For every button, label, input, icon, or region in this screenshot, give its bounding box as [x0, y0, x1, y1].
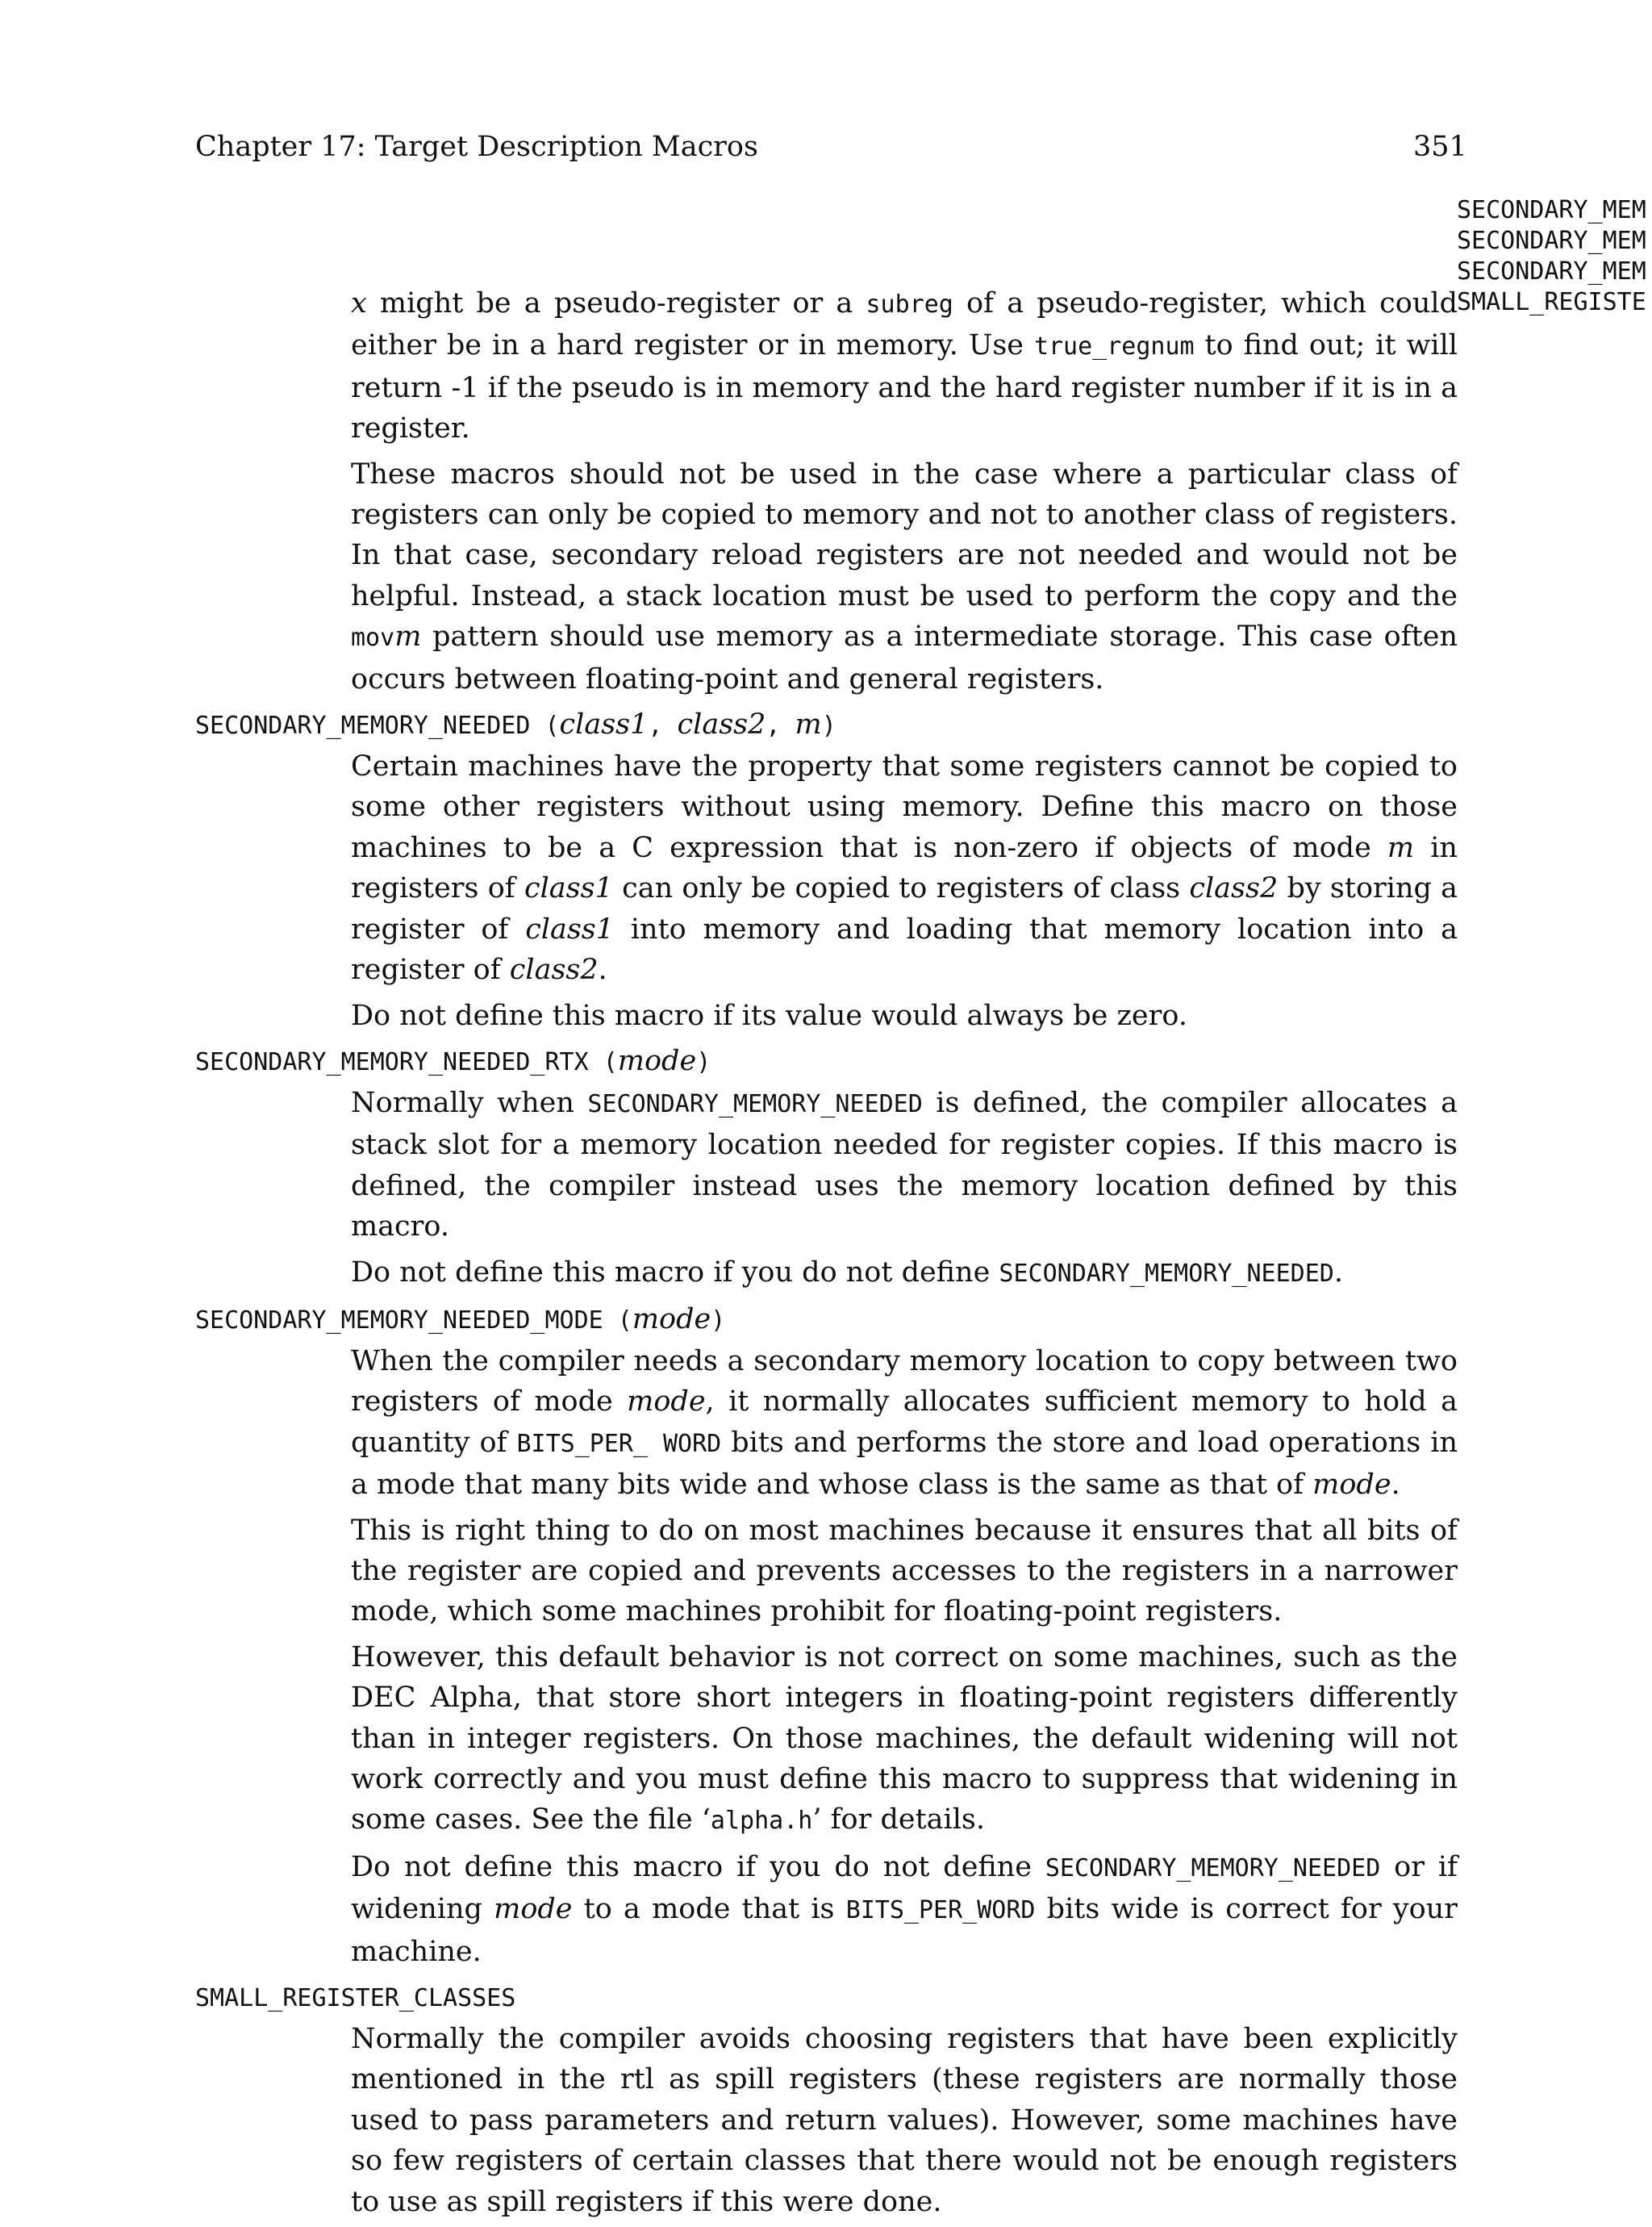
code-text: )	[696, 1047, 711, 1076]
text-run: or if widening	[351, 1850, 1458, 1926]
text-run: However, this default behavior is not correct on some machines, such as the DEC Alpha, that store short integers in floating-point registers differently than in integer registers. On those machines, the default widening will not work correctly and you must define this macro to suppress that widening in some cases. See the file ‘	[351, 1640, 1458, 1836]
italic-text: class2	[1189, 872, 1279, 905]
text-run: When the compiler needs a secondary memory location to copy between two registers of mode	[351, 1344, 1458, 1419]
text-run: Do not define this macro if its value would always be zero.	[351, 999, 1187, 1032]
code-text: )	[821, 712, 836, 741]
italic-text: mode	[494, 1893, 573, 1926]
italic-text: class1	[559, 708, 649, 742]
definition-entry	[195, 704, 1458, 1036]
definition-paragraph	[351, 1252, 1458, 1294]
text-run: bits wide is correct for your machine.	[351, 1893, 1458, 1968]
margin-index-item: SMALL_REGISTE	[1457, 288, 1646, 316]
intro-paragraph	[351, 283, 1458, 449]
text-run: to a mode that is	[572, 1893, 846, 1926]
text-run: by storing a register of	[351, 872, 1458, 946]
italic-text: class1	[525, 913, 615, 946]
definition-entry	[195, 1041, 1458, 1294]
text-run: .	[1333, 1256, 1343, 1289]
code-text: alpha.h	[710, 1807, 813, 1836]
definition-term	[195, 1977, 1458, 2019]
code-text: mov	[351, 624, 395, 653]
italic-text: mode	[617, 1044, 697, 1077]
italic-text: class2	[677, 708, 766, 742]
text-run: .	[598, 954, 607, 987]
text-run: .	[1391, 1469, 1400, 1502]
margin-index-item: SECONDARY_MEM	[1457, 257, 1646, 286]
margin-index-item: SECONDARY_MEM	[1457, 227, 1646, 255]
definition-term	[195, 704, 1458, 746]
intro-paragraph	[351, 454, 1458, 700]
code-text: SECONDARY_MEMORY_NEEDED	[999, 1259, 1334, 1288]
code-text: true_regnum	[1033, 332, 1195, 361]
margin-index-item: SECONDARY_MEM	[1457, 196, 1646, 224]
italic-text: m	[795, 708, 822, 742]
text-run: Do not define this macro if you do not define	[351, 1850, 1045, 1883]
code-text: SECONDARY_MEMORY_NEEDED_MODE (	[195, 1306, 632, 1335]
italic-text: x	[351, 287, 367, 320]
code-text: SECONDARY_MEMORY_NEEDED (	[195, 712, 560, 741]
text-run: to find out; it will return -1 if the pseudo is in memory and the hard register number if it is in a register.	[351, 329, 1458, 445]
definition-paragraph	[351, 746, 1458, 990]
definition-paragraph	[351, 1510, 1458, 1632]
text-run: These macros should not be used in the case where a particular class of registers can only be copied to memory and not to another class of registers. In that case, secondary reload registers are not needed and would not be helpful. Instead, a stack location must be used to perform the copy and the	[351, 458, 1458, 612]
code-text: SECONDARY_MEMORY_NEEDED	[1045, 1853, 1381, 1882]
definition-paragraph	[351, 1847, 1458, 1972]
definition-paragraph	[351, 996, 1458, 1036]
code-text: subreg	[866, 290, 953, 319]
text-run: can only be copied to registers of class	[612, 872, 1190, 905]
text-run: is defined, the compiler allocates a stack slot for a memory location needed for register copies. If this macro is defined, the compiler instead uses the memory location defined by this macro.	[351, 1086, 1458, 1243]
code-text: SMALL_REGISTER_CLASSES	[195, 1984, 516, 2013]
text-run: into memory and loading that memory location into a register of	[351, 913, 1458, 987]
text-run: This is right thing to do on most machines because it ensures that all bits of the register are copied and prevents accesses to the registers in a narrower mode, which some machines prohibit for floating-point registers.	[351, 1514, 1458, 1628]
italic-text: m	[1387, 831, 1415, 864]
definition-term	[195, 1299, 1458, 1341]
text-run: of a pseudo-register, which could either be in a hard register or in memory. Use	[351, 287, 1458, 362]
margin-index	[1457, 195, 1652, 318]
text-run: Normally when	[351, 1086, 588, 1119]
text-run: in registers of	[351, 831, 1458, 905]
italic-text: class1	[524, 872, 613, 905]
page-number: 351	[1413, 131, 1467, 163]
definition-entry	[195, 1299, 1458, 1972]
text-run: Normally the compiler avoids choosing registers that have been explicitly mentioned in the rtl as spill registers (these registers are normally those used to pass parameters and return values). However, some machines have so few registers of certain classes that there would not be enough registers to use as spill registers if this were done.	[351, 2023, 1458, 2218]
code-text: SECONDARY_MEMORY_NEEDED_RTX (	[195, 1047, 618, 1076]
page-body	[195, 283, 1458, 2227]
text-run: bits and performs the store and load operations in a mode that many bits wide and whose class is the same as that of	[351, 1426, 1458, 1502]
text-run: pattern should use memory as a intermediate storage. This case often occurs between floating-point and general registers.	[351, 620, 1458, 696]
definition-term	[195, 1041, 1458, 1083]
italic-text: mode	[1312, 1469, 1391, 1502]
text-run: , it normally allocates sufficient memory to hold a quantity of	[351, 1385, 1458, 1459]
text-run: Certain machines have the property that some registers cannot be copied to some other registers without using memory. Define this macro on those machines to be a C expression that is non-zero if objects of mode	[351, 750, 1458, 864]
code-text: ,	[648, 712, 678, 741]
code-text: )	[711, 1306, 726, 1335]
code-text: SECONDARY_MEMORY_NEEDED	[587, 1089, 923, 1118]
italic-text: mode	[627, 1385, 706, 1419]
definition-paragraph	[351, 1083, 1458, 1247]
definition-entry	[195, 1977, 1458, 2222]
italic-text: mode	[632, 1302, 711, 1335]
text-run: might be a pseudo-register or a	[366, 287, 866, 320]
code-text: ,	[766, 712, 795, 741]
definition-paragraph	[351, 2019, 1458, 2222]
text-run: Do not define this macro if you do not define	[351, 1256, 999, 1289]
definition-paragraph	[351, 1341, 1458, 1506]
code-text: BITS_PER_WORD	[845, 1896, 1036, 1925]
italic-text: m	[394, 620, 422, 654]
definition-paragraph	[351, 1637, 1458, 1842]
code-text: BITS_PER_ WORD	[516, 1429, 722, 1458]
text-run: ’ for details.	[812, 1803, 986, 1836]
italic-text: class2	[509, 954, 599, 987]
running-header-chapter: Chapter 17: Target Description Macros	[195, 131, 758, 163]
